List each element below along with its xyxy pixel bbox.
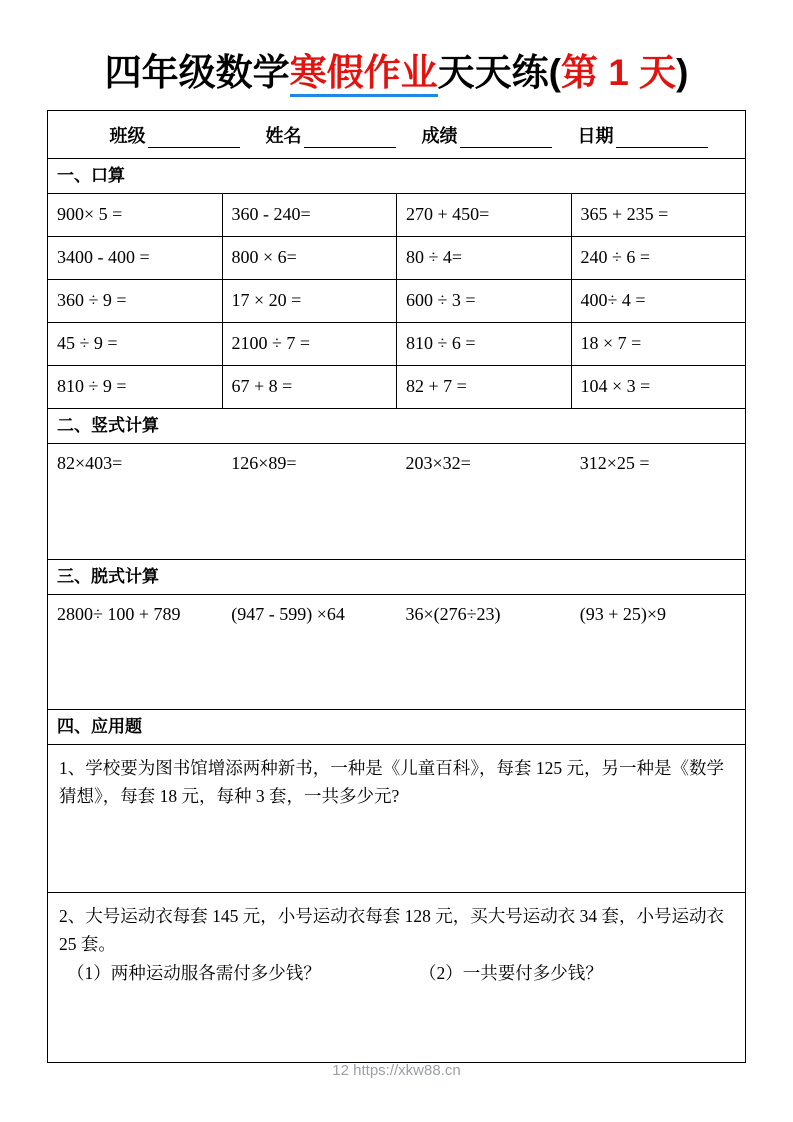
- title-day-number: 第 1 天: [560, 52, 677, 93]
- oral-problem: 600 ÷ 3 =: [396, 280, 571, 322]
- word-problem-1: [48, 744, 745, 892]
- oral-problem: 400÷ 4 =: [571, 280, 746, 322]
- name-label: 姓名: [265, 125, 302, 146]
- date-label: 日期: [577, 125, 614, 146]
- class-label: 班级: [109, 125, 146, 146]
- oral-problem: 80 ÷ 4=: [396, 237, 571, 279]
- date-field: [578, 122, 708, 148]
- score-label: 成绩: [421, 125, 458, 146]
- oral-calc-row: [48, 193, 745, 236]
- oral-problem: 810 ÷ 6 =: [396, 323, 571, 365]
- oral-problem: 17 × 20 =: [222, 280, 397, 322]
- stepwise-problem: 36×(276÷23): [405, 604, 501, 624]
- stepwise-problem: 2800÷ 100 + 789: [57, 604, 181, 624]
- vertical-problem: 82×403=: [57, 453, 123, 473]
- oral-problem: 82 + 7 =: [396, 366, 571, 408]
- name-blank-line: [304, 128, 396, 148]
- title-daily-practice: 天天练(: [437, 52, 561, 93]
- class-field: [110, 122, 240, 148]
- worksheet-table: [47, 110, 746, 1063]
- oral-problem: 800 × 6=: [222, 237, 397, 279]
- section-title-stepwise-calc: 三、脱式计算: [48, 559, 745, 594]
- oral-problem: 360 ÷ 9 =: [57, 290, 127, 310]
- page-footer: 12 https://xkw88.cn: [332, 1062, 461, 1079]
- oral-problem: 104 × 3 =: [571, 366, 746, 408]
- score-blank-line: [460, 128, 552, 148]
- name-field: [266, 122, 396, 148]
- word-problem-2: [48, 892, 745, 1062]
- oral-problem: 45 ÷ 9 =: [57, 333, 118, 353]
- vertical-calc-row: [48, 443, 745, 559]
- oral-problem: 365 + 235 =: [571, 194, 746, 236]
- date-blank-line: [616, 128, 708, 148]
- score-field: [422, 122, 552, 148]
- oral-problem: 240 ÷ 6 =: [571, 237, 746, 279]
- stepwise-problem: (947 - 599) ×64: [231, 604, 345, 624]
- oral-calc-row: [48, 365, 745, 408]
- oral-calc-row: [48, 236, 745, 279]
- word-problem-2-q1: （1）两种运动服各需付多少钱？: [67, 963, 321, 983]
- title-close-paren: ): [676, 52, 689, 93]
- stepwise-problem: (93 + 25)×9: [579, 604, 667, 624]
- section-title-oral-calc: 一、口算: [48, 158, 745, 193]
- oral-problem: 270 + 450=: [396, 194, 571, 236]
- section-title-word-problems: 四、应用题: [48, 709, 745, 744]
- oral-problem: 360 - 240=: [222, 194, 397, 236]
- class-blank-line: [148, 128, 240, 148]
- word-problem-2-subquestions: [59, 959, 734, 987]
- oral-problem: 810 ÷ 9 =: [57, 376, 127, 396]
- oral-problem: 3400 - 400 =: [57, 247, 150, 267]
- stepwise-calc-row: [48, 594, 745, 709]
- vertical-problem: 126×89=: [231, 453, 297, 473]
- oral-problem: 2100 ÷ 7 =: [222, 323, 397, 365]
- word-problem-2-text: 2、大号运动衣每套 145 元，小号运动衣每套 128 元，买大号运动衣 34 套，小号运动衣 25 套。: [59, 906, 724, 954]
- vertical-problem: 203×32=: [405, 453, 471, 473]
- title-holiday-homework: 寒假作业: [290, 52, 438, 97]
- oral-problem: 18 × 7 =: [571, 323, 746, 365]
- oral-problem: 67 + 8 =: [222, 366, 397, 408]
- word-problem-2-q2: （2）一共要付多少钱？: [419, 963, 603, 983]
- page-title: [0, 42, 793, 96]
- title-grade-subject: 四年级数学: [104, 52, 290, 93]
- info-header-row: [48, 111, 745, 158]
- oral-problem: 900× 5 =: [57, 204, 123, 224]
- oral-calc-row: [48, 322, 745, 365]
- vertical-problem: 312×25 =: [579, 453, 650, 473]
- word-problem-1-text: 1、学校要为图书馆增添两种新书，一种是《儿童百科》，每套 125 元，另一种是《数学猜想》，每套 18 元，每种 3 套，一共多少元?: [59, 758, 724, 806]
- oral-calc-row: [48, 279, 745, 322]
- section-title-vertical-calc: 二、竖式计算: [48, 408, 745, 443]
